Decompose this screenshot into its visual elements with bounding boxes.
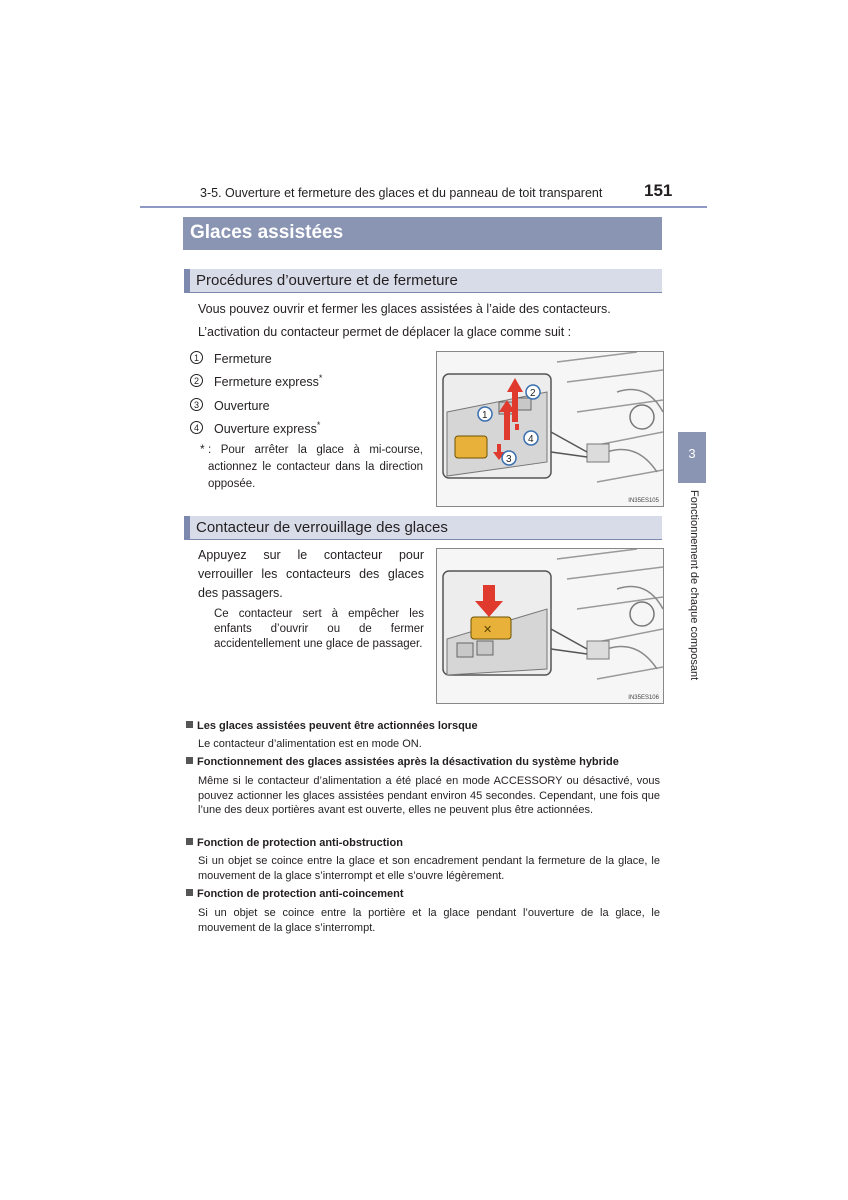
footnote: : Pour arrêter la glace à mi-course, actionnez le contacteur dans la direction opposée. xyxy=(208,444,423,490)
section-heading: Procédures d’ouverture et de fermeture xyxy=(196,272,458,289)
note-body: Le contacteur d’alimentation est en mode ON. xyxy=(198,738,422,750)
chapter-tab xyxy=(678,432,706,483)
note-body: Si un objet se coince entre la glace et son encadrement pendant la fermeture de la glace, le mouvement de la glace s’interrompt et elle s’ouvre légèrement. xyxy=(198,855,660,882)
note-heading: Fonction de protection anti-obstruction xyxy=(186,837,403,849)
list-item xyxy=(190,373,323,390)
note-heading: Fonction de protection anti-coincement xyxy=(186,888,404,900)
window-switch-figure xyxy=(436,351,664,507)
switch-illustration xyxy=(437,352,663,506)
running-header: 3-5. Ouverture et fermeture des glaces et du panneau de toit transparent xyxy=(200,186,603,200)
page-title: Glaces assistées xyxy=(190,222,344,243)
square-bullet-icon xyxy=(186,838,193,845)
note-heading: Fonctionnement des glaces assistées après la désactivation du système hybride xyxy=(186,756,619,768)
svg-text:4: 4 xyxy=(528,434,534,445)
note-heading: Les glaces assistées peuvent être actionnées lorsque xyxy=(186,720,478,732)
figure-code: IN35ES106 xyxy=(628,695,659,701)
paragraph: L’activation du contacteur permet de déplacer la glace comme suit : xyxy=(198,325,572,339)
svg-text:3: 3 xyxy=(506,454,512,465)
list-item-label: Fermeture xyxy=(214,352,272,367)
number-circle: 2 xyxy=(190,374,203,387)
list-item xyxy=(190,420,321,437)
section-heading: Contacteur de verrouillage des glaces xyxy=(196,519,448,536)
svg-text:1: 1 xyxy=(482,410,488,421)
page-title-bar xyxy=(183,217,662,250)
footnote-marker: * xyxy=(200,442,205,456)
list-item-label: Ouverture express xyxy=(214,422,317,437)
note-body: Même si le contacteur d’alimentation a été placé en mode ACCESSORY ou désactivé, vous pouvez actionner les glaces assistées pendant environ 45 secondes. Cependant, une fois que l’une des deux portières avant est ouverte, elles ne peuvent plus être actionnées. xyxy=(198,775,660,816)
asterisk: * xyxy=(318,373,323,383)
square-bullet-icon xyxy=(186,889,193,896)
list-item-label: Ouverture xyxy=(214,399,270,414)
asterisk: * xyxy=(316,420,321,430)
list-item xyxy=(190,350,272,367)
page-number: 151 xyxy=(644,181,673,200)
svg-text:✕: ✕ xyxy=(483,624,493,636)
section-heading-bar xyxy=(184,516,662,540)
note-text: Ce contacteur sert à empêcher les enfants d’ouvrir ou de fermer accidentellement une glace de passager. xyxy=(214,608,424,650)
list-item-label: Fermeture express xyxy=(214,375,319,390)
paragraph: Appuyez sur le contacteur pour verrouiller les contacteurs des glaces des passagers. xyxy=(198,548,424,600)
chapter-label-container xyxy=(678,490,706,710)
number-circle: 4 xyxy=(190,421,203,434)
list-item xyxy=(190,397,270,414)
number-circle: 1 xyxy=(190,351,203,364)
paragraph: Vous pouvez ouvrir et fermer les glaces assistées à l’aide des contacteurs. xyxy=(198,302,611,316)
lock-switch-figure xyxy=(436,548,664,704)
square-bullet-icon xyxy=(186,757,193,764)
chapter-number: 3 xyxy=(688,446,696,461)
section-heading-bar xyxy=(184,269,662,293)
lock-switch-illustration xyxy=(437,549,663,703)
figure-code: IN35ES105 xyxy=(628,498,659,504)
svg-text:2: 2 xyxy=(530,388,536,399)
square-bullet-icon xyxy=(186,721,193,728)
number-circle: 3 xyxy=(190,398,203,411)
header-rule xyxy=(140,206,707,208)
chapter-label: Fonctionnement de chaque composant xyxy=(688,490,700,681)
note-body: Si un objet se coince entre la portière et la glace pendant l’ouverture de la glace, le mouvement de la glace s’interrompt. xyxy=(198,907,660,934)
